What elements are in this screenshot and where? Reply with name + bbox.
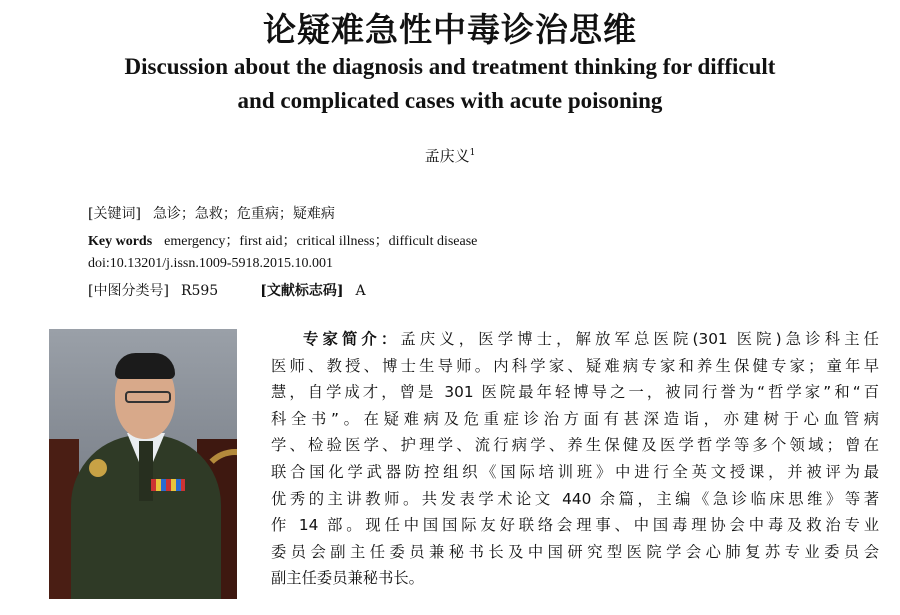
keywords-english-value: emergency；first aid；critical illness；difficult disease xyxy=(164,234,478,249)
classification-line xyxy=(88,280,366,300)
bio-line: 联合国化学武器防控组织《国际培训班》中进行全英文授课，并被评为最 xyxy=(271,462,879,481)
keywords-chinese-label: [关键词] xyxy=(88,206,141,222)
article-title-chinese: 论疑难急性中毒诊治思维 xyxy=(263,10,637,49)
bio-line: 慧，自学成才，曾是 301 医院最年轻博导之一，被同行誉为“哲学家”和“百 xyxy=(271,383,879,402)
author-affiliation-mark: 1 xyxy=(469,148,476,158)
bio-line: 作 14 部。现任中国国际友好联络会理事、中国毒理协会中毒及救治专业 xyxy=(271,516,879,535)
author-photo xyxy=(49,329,237,599)
bio-label: 专家简介： xyxy=(303,330,401,348)
bio-line: 委员会副主任委员兼秘书长及中国研究型医院学会心肺复苏专业委员会 xyxy=(271,542,879,561)
bio-line: 学、检验医学、护理学、流行病学、养生保健及医学哲学等多个领域；曾在 xyxy=(271,436,879,455)
bio-line: 医师、教授、博士生导师。内科学家、疑难病专家和养生保健专家；童年早 xyxy=(271,356,879,375)
keywords-english-label: Key words xyxy=(88,234,153,249)
keywords-chinese-value: 急诊；急救；危重病；疑难病 xyxy=(152,206,335,222)
doc-code-value: A xyxy=(355,283,366,299)
bio-line: 科全书”。在疑难病及危重症诊治方面有甚深造诣，亦建树于心血管病 xyxy=(271,409,879,428)
expert-biography xyxy=(271,326,879,592)
bio-line-text: 孟庆义，医学博士，解放军总医院(301 医院)急诊科主任 xyxy=(400,330,879,348)
clc-value: R595 xyxy=(180,283,219,299)
clc-label: [中图分类号] xyxy=(88,283,169,299)
bio-line: 优秀的主讲教师。共发表学术论文 440 余篇，主编《急诊临床思维》等著 xyxy=(271,489,879,508)
author-line xyxy=(0,145,900,166)
doi-line: doi:10.13201/j.issn.1009-5918.2015.10.001 xyxy=(88,256,334,271)
article-title-english-line1: Discussion about the diagnosis and treatment thinking for difficult xyxy=(124,54,776,79)
bio-line: 副主任委员兼秘书长。 xyxy=(271,569,424,588)
article-title-english-line2: and complicated cases with acute poisoning xyxy=(237,88,663,113)
author-name: 孟庆义 xyxy=(424,147,470,165)
keywords-chinese xyxy=(88,203,335,223)
doc-code-label: [文献标志码] xyxy=(260,283,344,299)
bio-line xyxy=(271,326,879,353)
keywords-english xyxy=(88,230,477,250)
